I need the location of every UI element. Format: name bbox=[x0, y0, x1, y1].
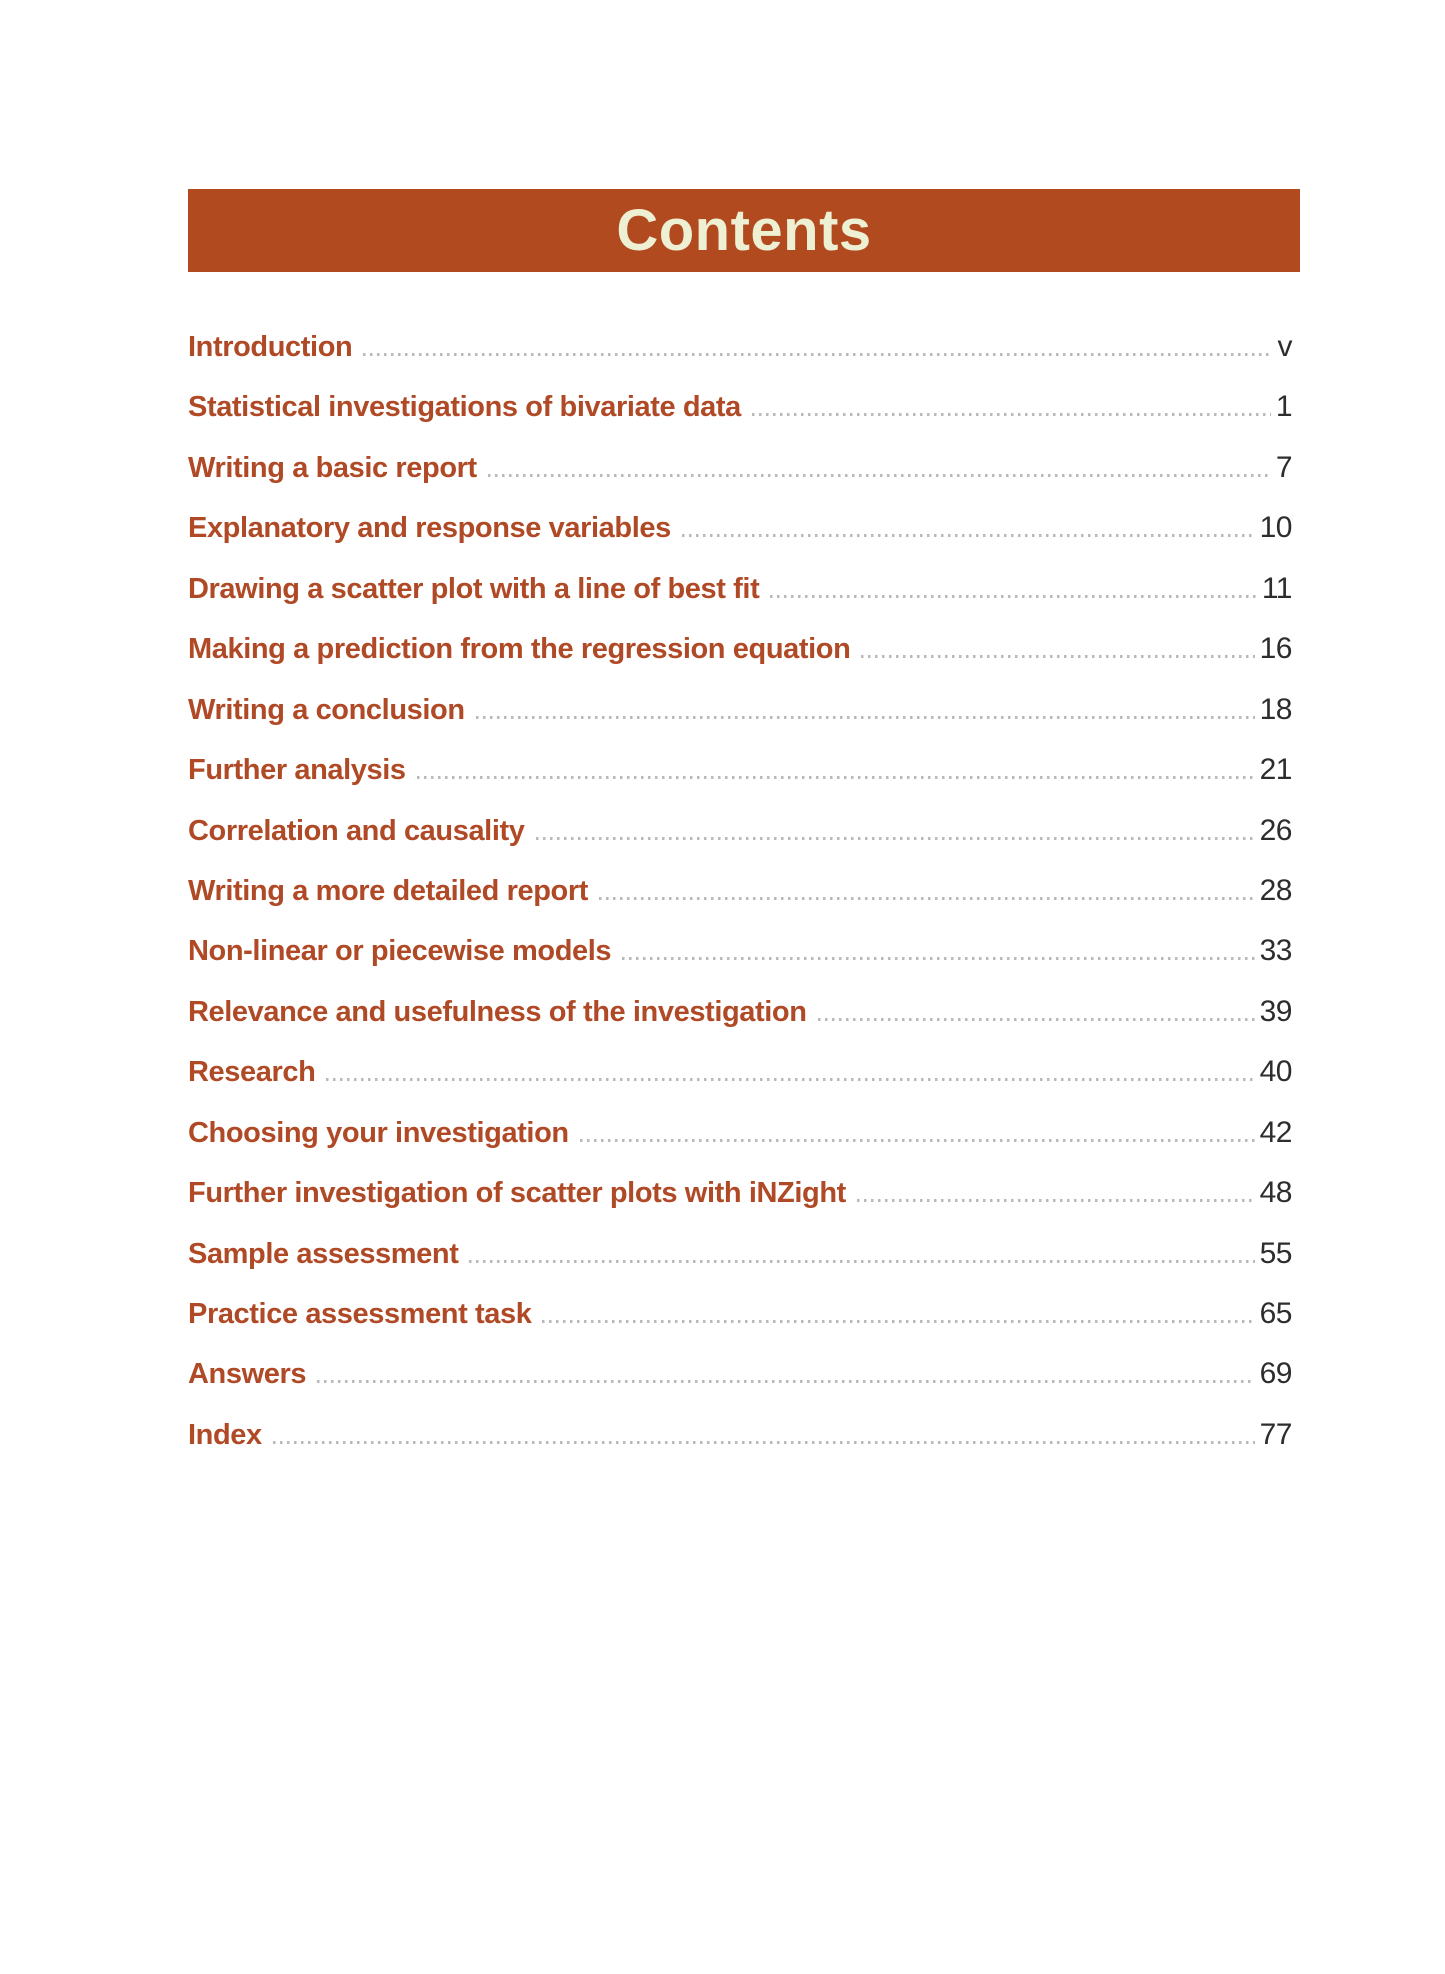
toc-dotted-leader bbox=[469, 1260, 1254, 1263]
toc-entry-label: Making a prediction from the regression equation bbox=[188, 633, 851, 666]
toc-entry bbox=[188, 1163, 1292, 1223]
page-title: Contents bbox=[616, 198, 872, 263]
toc-entry-page-number: 42 bbox=[1259, 1115, 1292, 1149]
toc-entry bbox=[188, 1405, 1292, 1465]
toc-entry-page-number: 26 bbox=[1259, 813, 1292, 847]
toc-dotted-leader bbox=[599, 897, 1255, 900]
toc-entry bbox=[188, 921, 1292, 981]
toc-entry-label: Practice assessment task bbox=[188, 1298, 532, 1330]
toc-entry-label: Writing a basic report bbox=[188, 451, 477, 484]
toc-entry bbox=[188, 982, 1292, 1042]
toc-entry-page-number: 69 bbox=[1259, 1357, 1292, 1391]
toc-entry bbox=[188, 498, 1292, 558]
toc-entry-label: Writing a more detailed report bbox=[188, 874, 588, 907]
toc-entry bbox=[188, 861, 1292, 921]
toc-dotted-leader bbox=[857, 1199, 1255, 1202]
toc-entry bbox=[188, 1344, 1292, 1404]
toc-dotted-leader bbox=[580, 1139, 1255, 1142]
toc-entry bbox=[188, 1042, 1292, 1102]
toc-dotted-leader bbox=[536, 837, 1255, 840]
toc-entry bbox=[188, 559, 1292, 619]
toc-entry-label: Further analysis bbox=[188, 754, 406, 787]
toc-entry-label: Further investigation of scatter plots with iNZight bbox=[188, 1177, 846, 1210]
toc-list bbox=[188, 317, 1292, 1465]
toc-entry bbox=[188, 619, 1292, 679]
toc-entry-label: Non-linear or piecewise models bbox=[188, 935, 612, 968]
toc-entry-page-number: 65 bbox=[1259, 1297, 1292, 1330]
toc-entry-page-number: 10 bbox=[1259, 511, 1292, 545]
toc-entry-label: Sample assessment bbox=[188, 1237, 459, 1270]
toc-entry bbox=[188, 377, 1292, 437]
toc-entry-page-number: 11 bbox=[1261, 571, 1292, 605]
toc-dotted-leader bbox=[476, 716, 1255, 719]
toc-dotted-leader bbox=[417, 776, 1255, 779]
toc-entry-label: Drawing a scatter plot with a line of best fit bbox=[188, 572, 760, 605]
toc-entry-label: Introduction bbox=[188, 331, 353, 363]
toc-entry bbox=[188, 1103, 1292, 1163]
toc-dotted-leader bbox=[326, 1078, 1254, 1081]
toc-dotted-leader bbox=[682, 534, 1255, 537]
toc-dotted-leader bbox=[488, 474, 1271, 477]
toc-entry-page-number: v bbox=[1277, 330, 1292, 363]
toc-dotted-leader bbox=[622, 957, 1254, 960]
toc-entry-label: Explanatory and response variables bbox=[188, 512, 671, 545]
toc-entry bbox=[188, 438, 1292, 498]
toc-entry-page-number: 21 bbox=[1259, 753, 1292, 787]
toc-entry-page-number: 39 bbox=[1259, 994, 1292, 1028]
toc-entry-page-number: 1 bbox=[1275, 390, 1292, 424]
toc-entry bbox=[188, 1284, 1292, 1344]
toc-entry bbox=[188, 317, 1292, 377]
toc-entry-page-number: 33 bbox=[1259, 934, 1292, 968]
toc-entry-page-number: 48 bbox=[1259, 1176, 1292, 1210]
toc-entry-label: Relevance and usefulness of the investigation bbox=[188, 995, 807, 1028]
toc-entry-page-number: 18 bbox=[1259, 692, 1292, 726]
toc-dotted-leader bbox=[770, 595, 1257, 598]
toc-entry-label: Answers bbox=[188, 1358, 307, 1391]
toc-dotted-leader bbox=[317, 1380, 1255, 1383]
toc-entry-label: Choosing your investigation bbox=[188, 1116, 569, 1149]
toc-entry-page-number: 55 bbox=[1259, 1236, 1292, 1270]
toc-entry-page-number: 77 bbox=[1259, 1417, 1292, 1451]
toc-dotted-leader bbox=[542, 1320, 1254, 1323]
contents-title-bar bbox=[188, 189, 1300, 272]
toc-dotted-leader bbox=[752, 413, 1271, 416]
toc-dotted-leader bbox=[273, 1441, 1255, 1444]
toc-dotted-leader bbox=[818, 1018, 1255, 1021]
toc-entry bbox=[188, 801, 1292, 861]
toc-entry-page-number: 7 bbox=[1275, 450, 1292, 484]
toc-entry-label: Writing a conclusion bbox=[188, 693, 465, 726]
toc-entry-page-number: 40 bbox=[1259, 1055, 1292, 1089]
toc-entry bbox=[188, 680, 1292, 740]
toc-dotted-leader bbox=[861, 655, 1254, 658]
toc-dotted-leader bbox=[363, 353, 1272, 356]
toc-entry-label: Research bbox=[188, 1056, 316, 1089]
toc-entry-label: Statistical investigations of bivariate data bbox=[188, 391, 741, 424]
toc-entry-page-number: 16 bbox=[1259, 632, 1292, 666]
toc-entry-label: Index bbox=[188, 1418, 262, 1451]
toc-entry-label: Correlation and causality bbox=[188, 814, 525, 847]
toc-entry-page-number: 28 bbox=[1259, 873, 1292, 907]
toc-entry bbox=[188, 740, 1292, 800]
toc-entry bbox=[188, 1224, 1292, 1284]
